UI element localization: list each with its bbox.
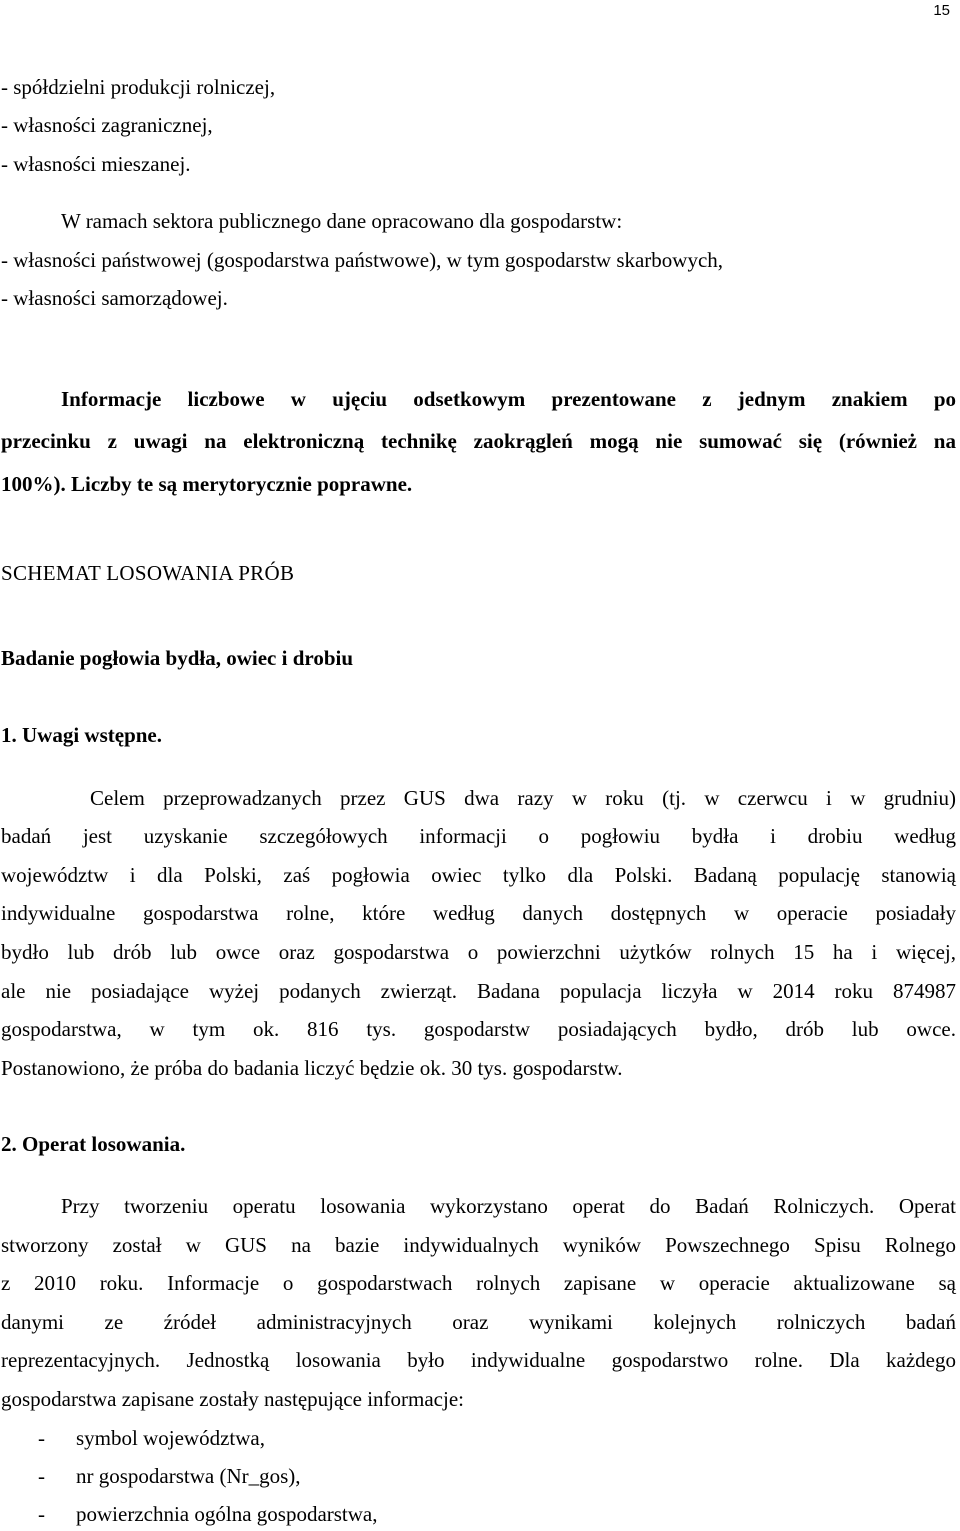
list-item xyxy=(38,1466,301,1487)
section-heading: 1. Uwagi wstępne. xyxy=(1,723,162,747)
bullet-text: symbol województwa, xyxy=(76,1426,265,1450)
list-item: - spółdzielni produkcji rolniczej, xyxy=(1,75,276,99)
list-item: - własności zagranicznej, xyxy=(1,113,213,137)
paragraph-line: bydło lub drób lub owce oraz gospodarstwa o powierzchni użytków rolnych 15 ha i więcej, xyxy=(1,940,956,964)
bullet-dash: - xyxy=(38,1426,45,1450)
paragraph-line: Postanowiono, że próba do badania liczyć będzie ok. 30 tys. gospodarstw. xyxy=(1,1056,623,1080)
section-title: SCHEMAT LOSOWANIA PRÓB xyxy=(1,561,295,585)
page-number: 15 xyxy=(933,2,950,19)
paragraph-line: gospodarstwa, w tym ok. 816 tys. gospodarstw posiadających bydło, drób lub owce. xyxy=(1,1017,956,1041)
note-line: 100%). Liczby te są merytorycznie poprawne. xyxy=(1,472,413,496)
paragraph-line: danymi ze źródeł administracyjnych oraz wynikami kolejnych rolniczych badań xyxy=(1,1310,956,1334)
paragraph-line: W ramach sektora publicznego dane opracowano dla gospodarstw: xyxy=(61,209,623,233)
bullet-text: nr gospodarstwa (Nr_gos), xyxy=(76,1464,301,1488)
paragraph-line: z 2010 roku. Informacje o gospodarstwach rolnych zapisane w operacie aktualizowane są xyxy=(1,1271,956,1295)
bullet-dash: - xyxy=(38,1464,45,1488)
list-item xyxy=(38,1504,378,1525)
paragraph-line: ale nie posiadające wyżej podanych zwierząt. Badana populacja liczyła w 2014 roku 874987 xyxy=(1,979,956,1003)
paragraph-line: Przy tworzeniu operatu losowania wykorzystano operat do Badań Rolniczych. Operat xyxy=(61,1194,956,1218)
note-line: Informacje liczbowe w ujęciu odsetkowym prezentowane z jednym znakiem po xyxy=(61,387,956,411)
paragraph-line: gospodarstwa zapisane zostały następujące informacje: xyxy=(1,1387,464,1411)
section-heading: 2. Operat losowania. xyxy=(1,1132,186,1156)
paragraph-line: stworzony został w GUS na bazie indywidualnych wyników Powszechnego Spisu Rolnego xyxy=(1,1233,956,1257)
list-item: - własności samorządowej. xyxy=(1,286,228,310)
note-line: przecinku z uwagi na elektroniczną technikę zaokrągleń mogą nie sumować się (również na xyxy=(1,429,956,453)
paragraph-line: reprezentacyjnych. Jednostką losowania było indywidualne gospodarstwo rolne. Dla każdego xyxy=(1,1348,956,1372)
bullet-dash: - xyxy=(38,1502,45,1526)
list-item: - własności mieszanej. xyxy=(1,152,191,176)
paragraph-line: badań jest uzyskanie szczegółowych informacji o pogłowiu bydła i drobiu według xyxy=(1,824,956,848)
paragraph-line: województw i dla Polski, zaś pogłowia owiec tylko dla Polski. Badaną populację stanowią xyxy=(1,863,956,887)
survey-title: Badanie pogłowia bydła, owiec i drobiu xyxy=(1,646,354,670)
paragraph-line: Celem przeprowadzanych przez GUS dwa razy w roku (tj. w czerwcu i w grudniu) xyxy=(90,786,956,810)
paragraph-line: indywidualne gospodarstwa rolne, które według danych dostępnych w operacie posiadały xyxy=(1,901,956,925)
list-item xyxy=(38,1428,265,1449)
bullet-text: powierzchnia ogólna gospodarstwa, xyxy=(76,1502,378,1526)
list-item: - własności państwowej (gospodarstwa państwowe), w tym gospodarstw skarbowych, xyxy=(1,248,724,272)
